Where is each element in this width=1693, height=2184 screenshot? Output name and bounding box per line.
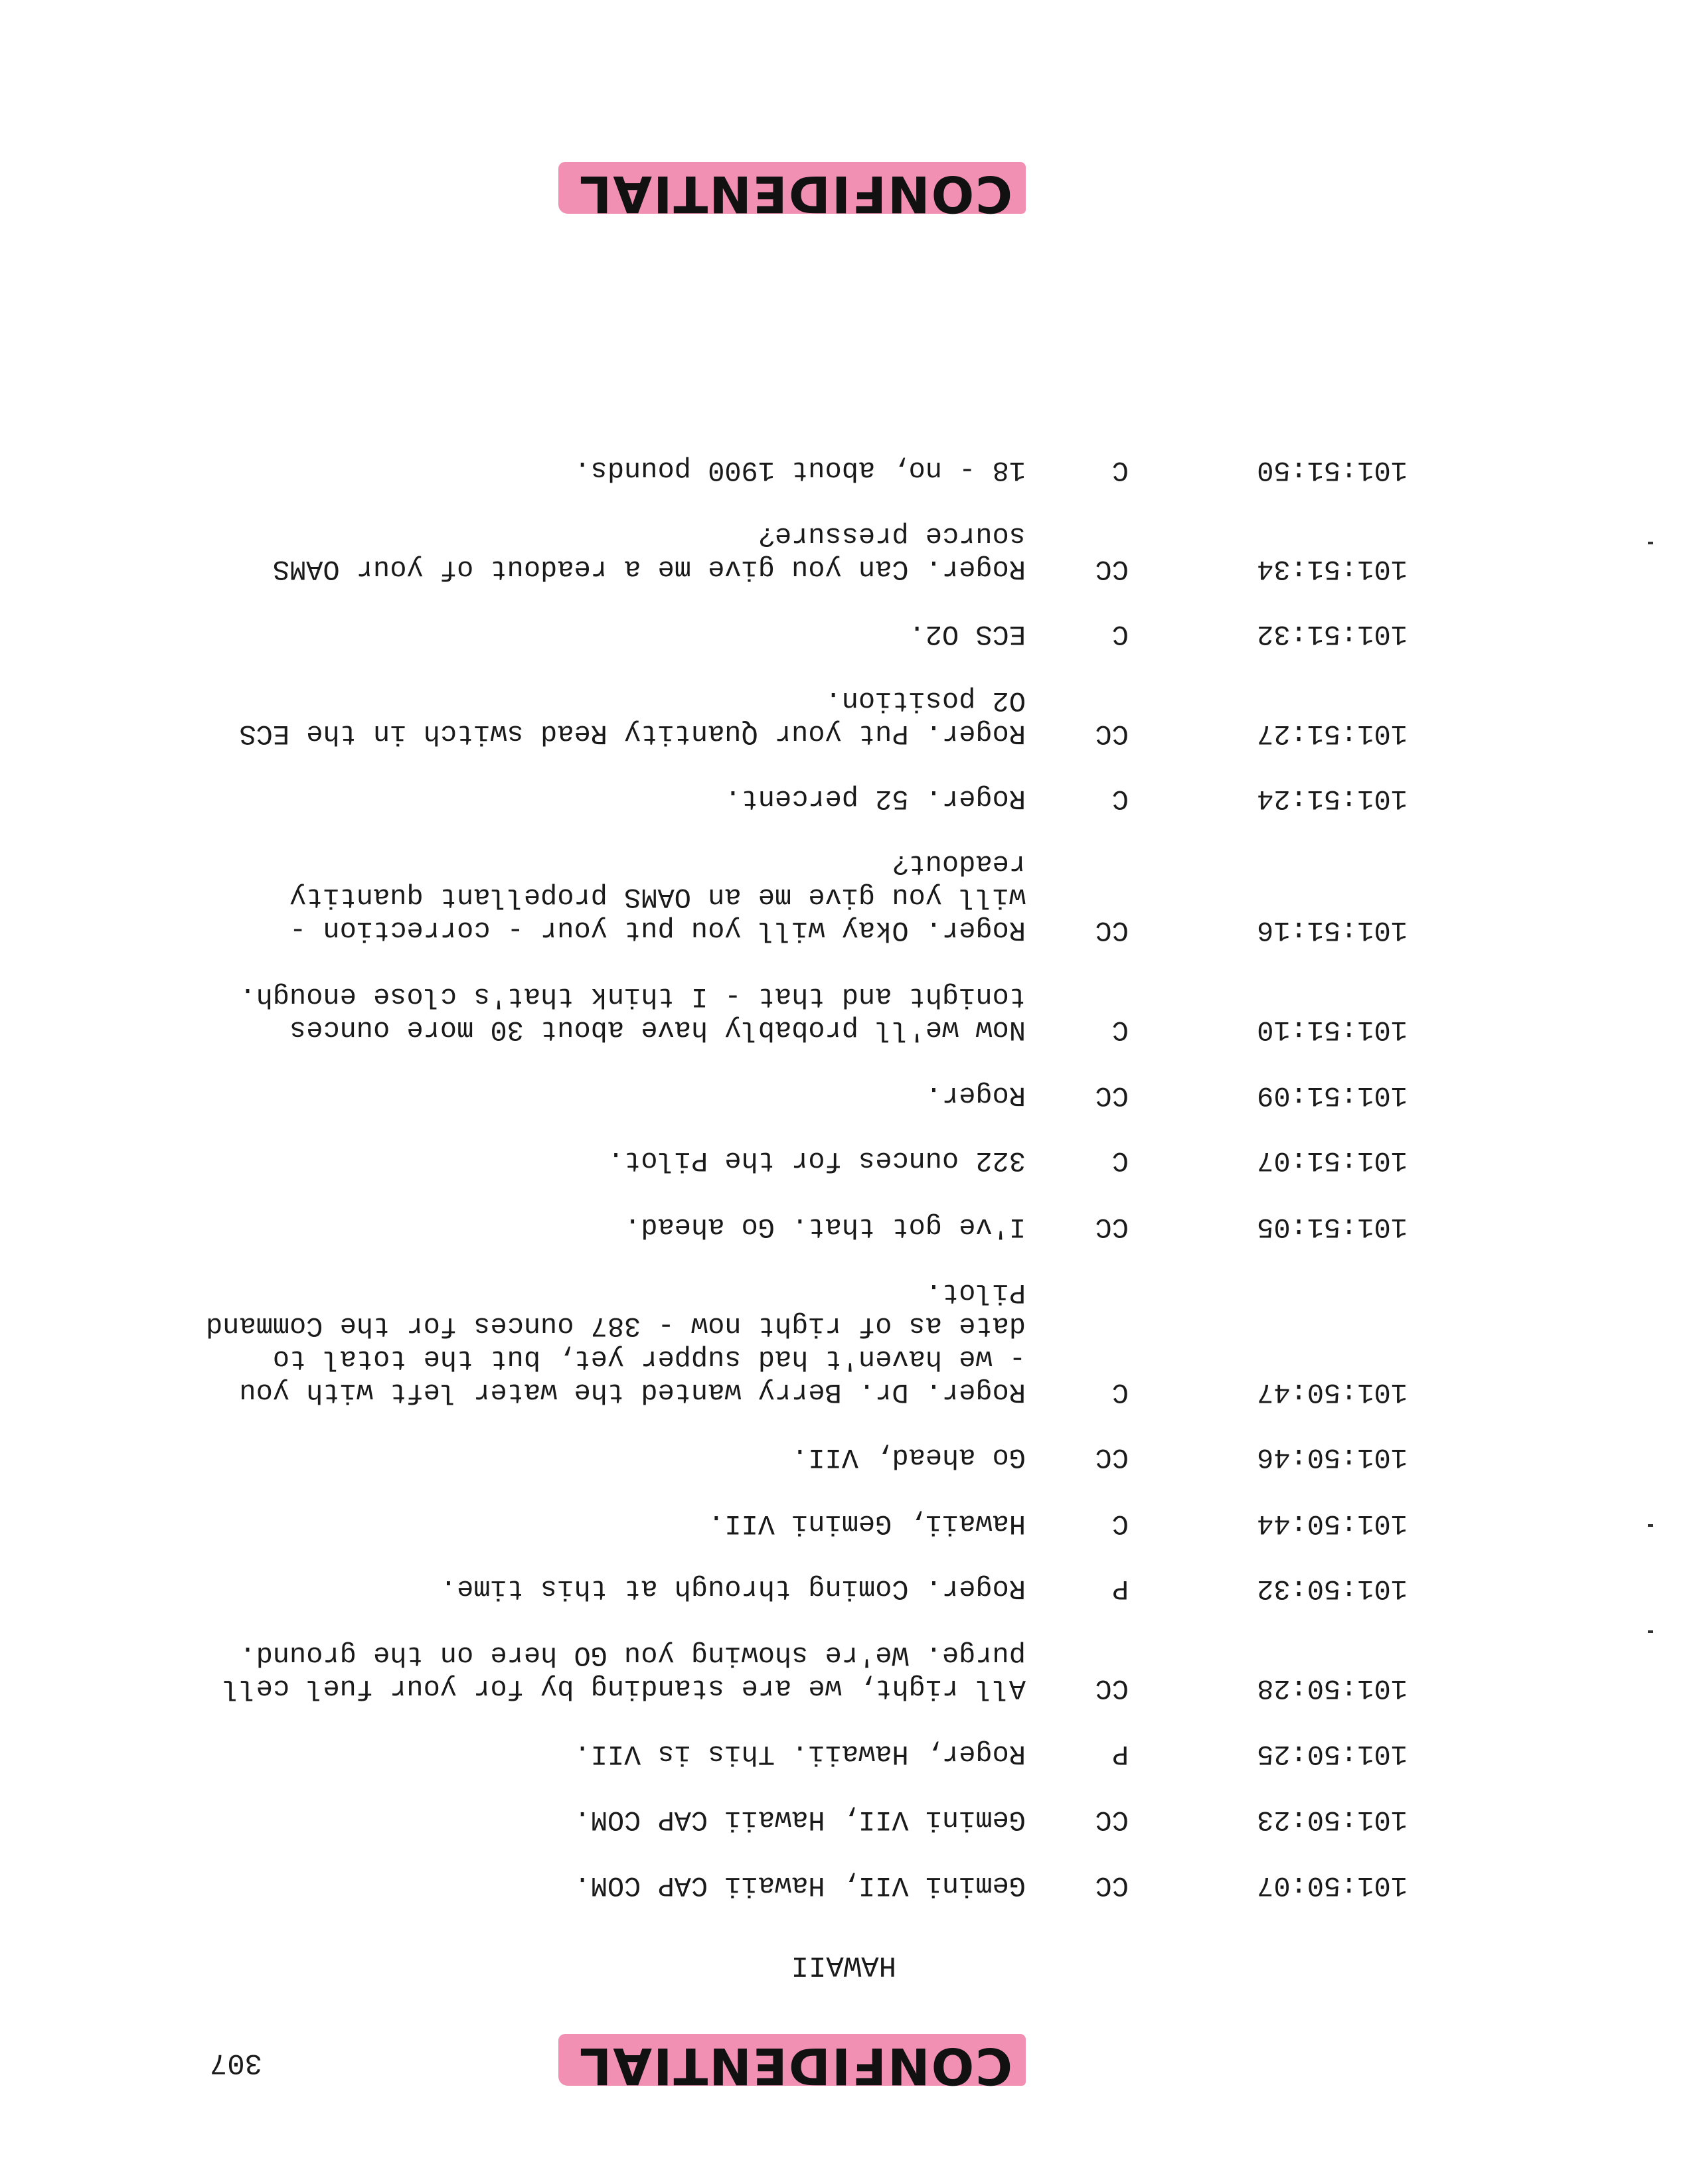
- stamp-bottom-text: CONFIDENTIAL: [578, 165, 1012, 224]
- timestamp: 101:51:27: [1257, 718, 1408, 749]
- confidential-stamp-top: [578, 2037, 1012, 2096]
- timestamp: 101:51:32: [1257, 618, 1408, 650]
- speaker: C: [1111, 1014, 1129, 1046]
- timestamp: 101:50:23: [1257, 1804, 1408, 1835]
- speaker: CC: [1095, 1211, 1129, 1243]
- speaker: CC: [1095, 718, 1129, 749]
- timestamp: 101:51:34: [1257, 553, 1408, 585]
- binding-mark: [1648, 1630, 1653, 1633]
- utterance: Roger. 52 percent.: [724, 783, 1026, 815]
- utterance: Roger, Hawaii. This is VII.: [574, 1738, 1026, 1770]
- utterance: Gemini VII, Hawaii CAP COM.: [574, 1869, 1026, 1901]
- speaker: C: [1111, 618, 1129, 650]
- timestamp: 101:50:28: [1257, 1672, 1408, 1704]
- speaker: CC: [1095, 914, 1129, 946]
- speaker: C: [1111, 1376, 1129, 1408]
- timestamp: 101:51:16: [1257, 914, 1408, 946]
- utterance: Roger. Put your Quantity Read switch in the ECS O2 position.: [239, 684, 1026, 749]
- speaker: CC: [1095, 1079, 1129, 1111]
- timestamp: 101:50:44: [1257, 1508, 1408, 1539]
- utterance: Go ahead, VII.: [791, 1441, 1026, 1473]
- section-title: HAWAII: [791, 1948, 896, 1982]
- speaker: C: [1111, 1508, 1129, 1539]
- timestamp: 101:50:47: [1257, 1376, 1408, 1408]
- timestamp: 101:50:07: [1257, 1869, 1408, 1901]
- utterance: 18 - no, about 1900 pounds.: [574, 454, 1026, 486]
- utterance: Roger. Coming through at this time.: [440, 1573, 1026, 1604]
- binding-mark: [1648, 1524, 1653, 1527]
- binding-mark: [1648, 542, 1653, 544]
- utterance: Roger. Can you give me a readout of your OAMS source pressure?: [272, 520, 1026, 585]
- utterance: 322 ounces for the Pilot.: [607, 1144, 1026, 1176]
- utterance: All right, we are standing by for your fuel cell purge. We're showing you GO here on the ground.: [222, 1639, 1026, 1704]
- stamp-top-text: CONFIDENTIAL: [578, 2037, 1012, 2096]
- timestamp: 101:50:32: [1257, 1573, 1408, 1604]
- speaker: C: [1111, 783, 1129, 815]
- utterance: I've got that. Go ahead.: [624, 1211, 1026, 1243]
- speaker: P: [1111, 1573, 1129, 1604]
- speaker: CC: [1095, 1672, 1129, 1704]
- timestamp: 101:51:50: [1257, 454, 1408, 486]
- utterance: Hawaii, Gemini VII.: [708, 1508, 1026, 1539]
- utterance: Roger. Okay will you put your - correction - will you give me an OAMS propellant quantity readout?: [289, 848, 1026, 946]
- confidential-stamp-bottom: [578, 165, 1012, 224]
- utterance: Roger.: [925, 1079, 1026, 1111]
- speaker: CC: [1095, 1804, 1129, 1835]
- speaker: CC: [1095, 553, 1129, 585]
- timestamp: 101:50:46: [1257, 1441, 1408, 1473]
- speaker: CC: [1095, 1869, 1129, 1901]
- utterance: Roger. Dr. Berry wanted the water left with you - we haven't had supper yet, but the total to date as of right now - 387 ounces for the Command Pilot.: [205, 1277, 1026, 1408]
- timestamp: 101:51:09: [1257, 1079, 1408, 1111]
- timestamp: 101:51:07: [1257, 1144, 1408, 1176]
- timestamp: 101:51:10: [1257, 1014, 1408, 1046]
- utterance: Now we'll probably have about 30 more ounces tonight and that - I think that's close enough.: [239, 980, 1026, 1046]
- utterance: Gemini VII, Hawaii CAP COM.: [574, 1804, 1026, 1835]
- speaker: C: [1111, 1144, 1129, 1176]
- speaker: P: [1111, 1738, 1129, 1770]
- utterance: ECS O2.: [908, 618, 1026, 650]
- timestamp: 101:50:25: [1257, 1738, 1408, 1770]
- timestamp: 101:51:05: [1257, 1211, 1408, 1243]
- speaker: C: [1111, 454, 1129, 486]
- page-number: 307: [209, 2046, 262, 2079]
- timestamp: 101:51:24: [1257, 783, 1408, 815]
- speaker: CC: [1095, 1441, 1129, 1473]
